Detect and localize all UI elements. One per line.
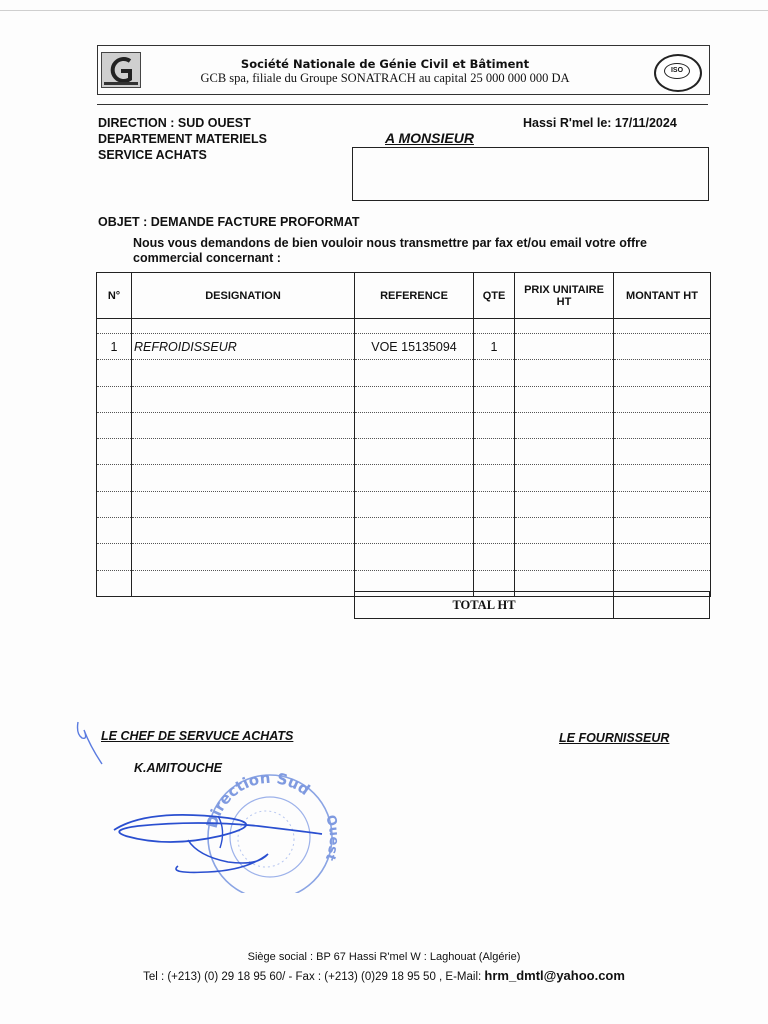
- col-header-num: N°: [97, 273, 132, 319]
- top-scan-line: [0, 10, 768, 11]
- subject-line: OBJET : DEMANDE FACTURE PROFORMAT: [98, 215, 360, 229]
- company-subtitle: GCB spa, filiale du Groupe SONATRACH au capital 25 000 000 000 DA: [200, 71, 570, 85]
- table-row: [97, 334, 711, 360]
- svg-text:Ouest: Ouest: [321, 813, 342, 863]
- table-row: [97, 386, 711, 412]
- footer-address: Siège social : BP 67 Hassi R'mel W : Laghouat (Algérie): [247, 951, 521, 963]
- items-table: [96, 272, 711, 597]
- table-row: [97, 544, 711, 570]
- handwritten-signature-icon: [108, 796, 338, 883]
- signature-left-title: LE CHEF DE SERVUCE ACHATS: [101, 729, 294, 743]
- table-row: [97, 319, 711, 334]
- footer-phone-fax: Tel : (+213) (0) 29 18 95 60/ - Fax : (+213) (0)29 18 95 50 , E-Mail:: [143, 971, 485, 983]
- table-row: [97, 439, 711, 465]
- col-header-prix-line2: HT: [556, 295, 572, 308]
- table-row: [97, 518, 711, 544]
- cell-qte: 1: [474, 334, 515, 360]
- company-name: Société Nationale de Génie Civil et Bâtiment: [240, 57, 530, 71]
- sender-direction: DIRECTION : SUD OUEST: [98, 116, 251, 130]
- intro-line-2: commercial concernant :: [133, 251, 281, 265]
- recipient-label: A MONSIEUR: [385, 130, 474, 146]
- cell-num: 1: [97, 334, 132, 360]
- table-header-row: [97, 273, 711, 319]
- total-ht-label: TOTAL HT: [354, 591, 614, 619]
- footer-contact: [0, 968, 768, 983]
- cell-montant: [614, 334, 711, 360]
- col-header-prix: [515, 273, 614, 319]
- signatory-name: K.AMITOUCHE: [134, 761, 222, 775]
- svg-text:Direction Sud: Direction Sud: [202, 773, 314, 831]
- table-row: [97, 465, 711, 491]
- pen-mark-icon: [74, 716, 108, 773]
- recipient-box: [352, 147, 709, 201]
- col-header-designation: DESIGNATION: [132, 273, 355, 319]
- cell-prix: [515, 334, 614, 360]
- sender-service: SERVICE ACHATS: [98, 148, 207, 162]
- total-ht-value: [613, 591, 710, 619]
- cell-designation: REFROIDISSEUR: [132, 334, 355, 360]
- col-header-prix-line1: PRIX UNITAIRE: [524, 283, 604, 296]
- table-row: [97, 360, 711, 386]
- intro-line-1: Nous vous demandons de bien vouloir nous transmettre par fax et/ou email votre offre: [133, 236, 647, 250]
- gcb-logo-icon: [101, 52, 141, 88]
- cell-reference: VOE 15135094: [355, 334, 474, 360]
- table-row: [97, 412, 711, 438]
- table-row: [97, 491, 711, 517]
- col-header-reference: REFERENCE: [355, 273, 474, 319]
- iso-label: ISO: [664, 63, 690, 79]
- place-date: Hassi R'mel le: 17/11/2024: [523, 116, 677, 130]
- letterhead-divider: [97, 104, 708, 105]
- col-header-qte: QTE: [474, 273, 515, 319]
- signature-right-title: LE FOURNISSEUR: [559, 731, 670, 745]
- sender-department: DEPARTEMENT MATERIELS: [98, 132, 267, 146]
- col-header-montant: MONTANT HT: [614, 273, 711, 319]
- footer-email: hrm_dmtl@yahoo.com: [484, 968, 625, 983]
